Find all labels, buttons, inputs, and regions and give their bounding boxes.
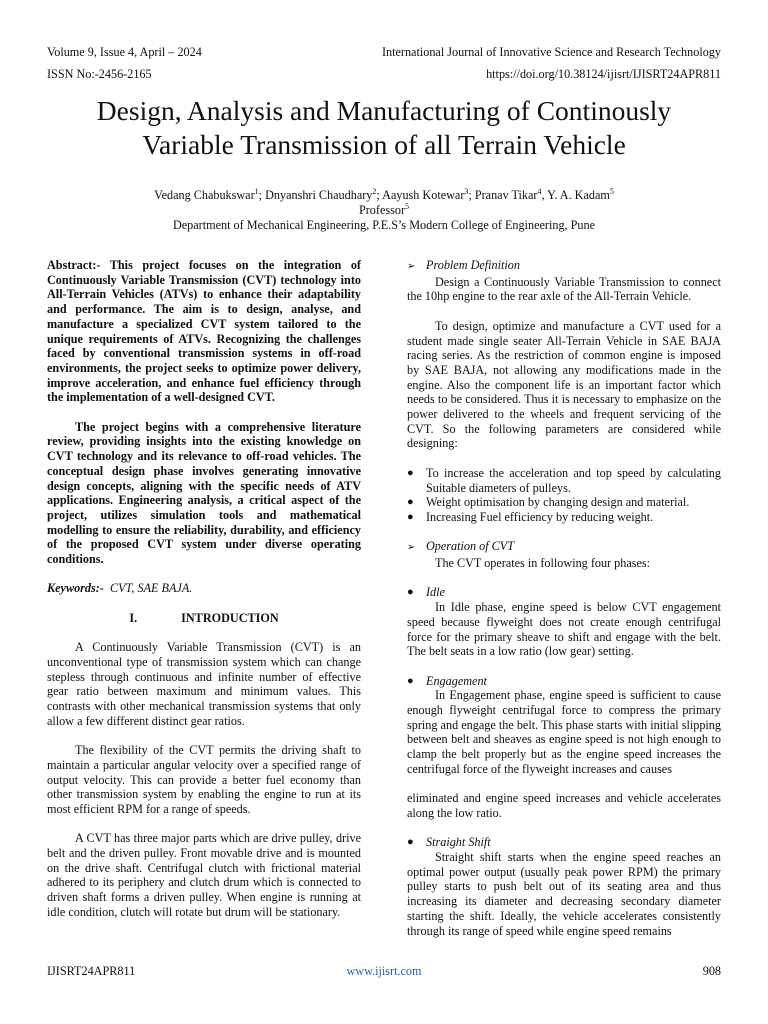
section-number: I. — [129, 610, 138, 625]
professor-affil: 5 — [405, 201, 410, 211]
volume-info: Volume 9, Issue 4, April – 2024 — [47, 45, 202, 59]
keywords — [47, 581, 361, 596]
intro-paragraph-1: A Continuously Variable Transmission (CVT) is an unconventional type of transmission system which can change stepless through continuous and infinite number of effective gear ratio between maximum and minimum values. This contrasts with other mechanical transmission systems that only allow a few different distinct gear ratios. — [47, 640, 361, 728]
author-4-affil: 4 — [537, 186, 542, 196]
problem-paragraph-1: Design a Continuously Variable Transmission to connect the 10hp engine to the rear axle of the All-Terrain Vehicle. — [407, 274, 721, 304]
bullet-icon: ● — [407, 510, 414, 523]
subheading-text: Operation of CVT — [426, 539, 515, 554]
affiliation: Department of Mechanical Engineering, P.E.S’s Modern College of Engineering, Pune — [172, 218, 596, 232]
author-1: Vedang Chabukswar — [154, 188, 255, 202]
page-number: 908 — [702, 964, 721, 978]
phase-heading-text: Engagement — [426, 673, 487, 688]
author-2-affil: 2 — [372, 186, 377, 196]
bullet-icon: ● — [407, 496, 414, 509]
bullet-icon: ● — [407, 586, 414, 599]
left-column — [47, 258, 361, 920]
section-title: INTRODUCTION — [181, 610, 279, 625]
author-3-affil: 3 — [464, 186, 469, 196]
author-3: ; Aayush Kotewar — [376, 188, 465, 202]
footer-paper-id: IJISRT24APR811 — [47, 964, 136, 978]
phase-heading-engagement — [407, 674, 721, 689]
abstract-paragraph-1: Abstract:- This project focuses on the integration of Continuously Variable Transmission (CVT) technology into All-Terrain Vehicles (ATVs) to enhance their adaptability and performance. The aim is to design, analyse, and manufacture a specialized CVT system tailored to the unique requirements of ATVs. Recognizing the challenges faced by conventional transmission systems in off-road environments, the project seeks to optimize power delivery, improve acceleration, and enhance fuel efficiency through the implementation of a well-designed CVT. — [47, 258, 361, 405]
list-item-text: Weight optimisation by changing design and material. — [426, 495, 690, 510]
author-2: ; Dnyanshri Chaudhary — [258, 188, 373, 202]
author-list — [0, 188, 768, 202]
subheading-operation-of-cvt — [407, 539, 721, 556]
operation-paragraph: The CVT operates in following four phases: — [435, 556, 651, 571]
arrow-bullet-icon: ➢ — [407, 542, 416, 554]
subheading-problem-definition — [407, 258, 721, 275]
author-5: , Y. A. Kadam — [541, 188, 610, 202]
subheading-text: Problem Definition — [426, 258, 520, 272]
list-item — [407, 510, 721, 525]
keywords-value: CVT, SAE BAJA. — [109, 581, 193, 596]
phase-heading-idle — [407, 585, 721, 600]
author-5-affil: 5 — [609, 186, 614, 196]
intro-paragraph-2: The flexibility of the CVT permits the driving shaft to maintain a particular angular velocity over a specified range of output velocity. This can provide a better fuel economy than other transmission system by enabling the engine to run at its most efficient RPM for a range of speeds. — [47, 743, 361, 816]
phase-heading-straight-shift — [407, 835, 721, 850]
engagement-paragraph: In Engagement phase, engine speed is sufficient to cause enough flyweight centrifugal force to compress the primary spring and engage the belt. This phase starts with initial slipping between belt and sheaves as engine speed is not high enough to clamp the belt properly but as the engine speed increases the centrifugal force of the flyweight increases and causes — [407, 688, 721, 776]
bullet-icon: ● — [407, 466, 414, 479]
right-column — [407, 258, 721, 938]
list-item — [407, 466, 721, 495]
paper-title — [0, 94, 768, 162]
issn: ISSN No:-2456-2165 — [47, 67, 152, 81]
author-role — [0, 203, 768, 217]
bullet-icon: ● — [407, 674, 414, 687]
straight-shift-paragraph: Straight shift starts when the engine speed reaches an optimal power output (usually peak power RPM) the primary pulley starts to push belt out of its seating area and thus increasing its diameter and decreasing secondary diameter starting the shift. Ideally, the vehicle accelerates consistently through its range of speed while engine speed remains — [407, 850, 721, 938]
arrow-bullet-icon: ➢ — [407, 261, 416, 272]
list-item — [407, 495, 721, 510]
phase-heading-text: Straight Shift — [426, 835, 491, 850]
list-item-text: To increase the acceleration and top speed by calculating Suitable diameters of pulleys. — [426, 465, 721, 495]
keywords-label: Keywords:- — [47, 581, 104, 596]
footer-site-link[interactable]: www.ijisrt.com — [346, 964, 422, 978]
professor-label: Professor — [358, 203, 406, 217]
title-line-1: Design, Analysis and Manufacturing of Continously — [96, 95, 672, 126]
doi-link[interactable]: https://doi.org/10.38124/ijisrt/IJISRT24APR811 — [486, 67, 721, 81]
list-item-text: Increasing Fuel efficiency by reducing weight. — [426, 509, 654, 524]
title-line-2: Variable Transmission of all Terrain Vehicle — [142, 129, 626, 160]
engagement-continuation: eliminated and engine speed increases and vehicle accelerates along the low ratio. — [407, 791, 721, 820]
idle-paragraph: In Idle phase, engine speed is below CVT engagement speed because flyweight does not create enough centrifugal force for the primary sheave to shift and engage with the belt. The belt seats in a low ratio (low gear) setting. — [407, 600, 721, 659]
section-heading-introduction — [47, 611, 361, 626]
abstract-paragraph-2: The project begins with a comprehensive literature review, providing insights into the existing knowledge on CVT technology and its relevance to off-road vehicles. The conceptual design phase involves generating innovative design concepts, aligning with the specific needs of ATV applications. Engineering analysis, a critical aspect of the project, utilizes simulation tools and mathematical modelling to ensure the reliability, durability, and efficiency of the proposed CVT system under diverse operating conditions. — [47, 419, 361, 567]
author-1-affil: 1 — [254, 186, 259, 196]
phase-heading-text: Idle — [426, 585, 445, 600]
intro-paragraph-3: A CVT has three major parts which are drive pulley, drive belt and the driven pulley. Front movable drive and is mounted on the drive shaft. Centrifugal clutch with frictional material adhered to its periphery and clutch drum which is connected to driven shaft forms a driven pulley. When engine is running at idle condition, clutch will rotate but drum will be stationary. — [47, 831, 361, 919]
problem-paragraph-2: To design, optimize and manufacture a CVT used for a student made single seater All-Terrain Vehicle in SAE BAJA racing series. As the restriction of common engine is imposed by SAE BAJA, not allowing any modifications made in the engine. Also the component life is an important factor which needs to be considered. Thus it is necessary to emphasize on the power delivered to the wheels and frequent servicing of the CVT. So the following parameters are considered while designing: — [407, 318, 721, 451]
bullet-icon: ● — [407, 836, 414, 849]
journal-name: International Journal of Innovative Science and Research Technology — [381, 45, 721, 59]
author-4: ; Pranav Tikar — [468, 188, 538, 202]
